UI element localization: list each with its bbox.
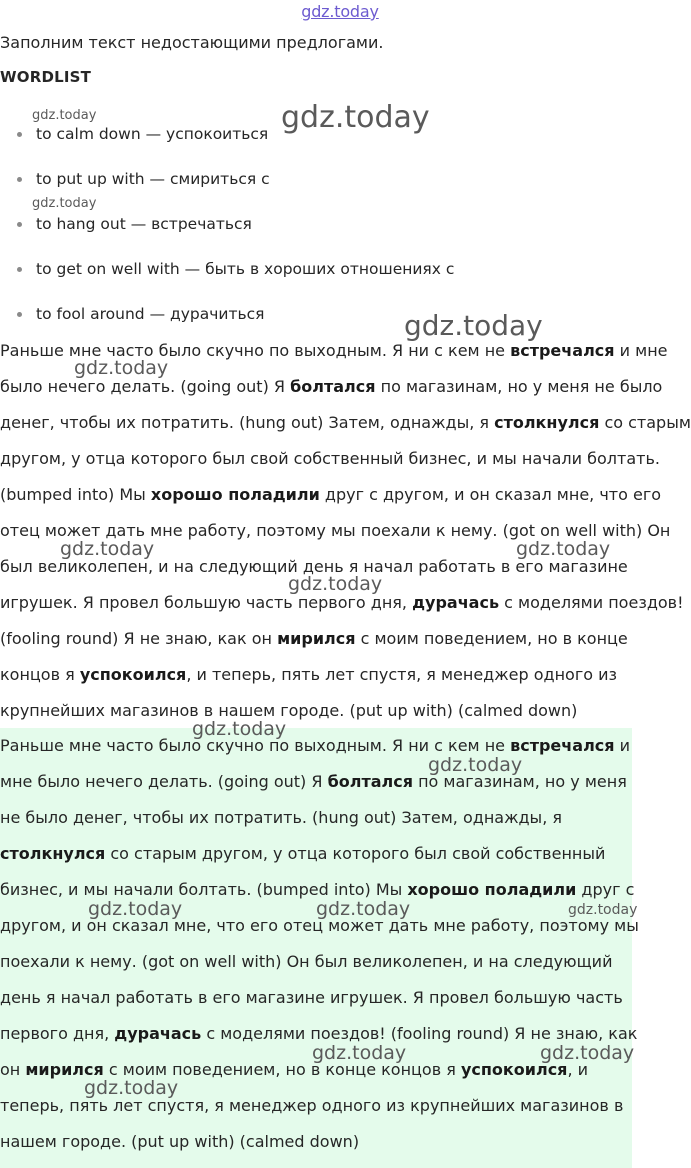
text-run: и мне: [614, 341, 668, 360]
paragraph-line: [0, 333, 680, 369]
inserted-phrase: дурачась: [412, 593, 500, 612]
bullet-icon: [17, 132, 22, 137]
site-logo-link[interactable]: gdz.today: [301, 2, 379, 21]
text-run: (bumped into) Мы: [0, 485, 151, 504]
text-run: день я начал работать в его магазине игрушек. Я провел большую часть: [0, 988, 623, 1007]
text-run: (fooling round) Я не знаю, как он: [0, 629, 278, 648]
inserted-phrase: болтался: [327, 772, 413, 791]
inserted-phrase: встречался: [510, 341, 615, 360]
inserted-phrase: встречался: [510, 736, 615, 755]
text-run: не было денег, чтобы их потратить. (hung out) Затем, однажды, я: [0, 808, 562, 827]
text-run: нашем городе. (put up with) (calmed down): [0, 1132, 360, 1151]
text-run: теперь, пять лет спустя, я менеджер одного из крупнейших магазинов в: [0, 1096, 624, 1115]
inserted-phrase: дурачась: [114, 1024, 202, 1043]
text-run: мне было нечего делать. (going out) Я: [0, 772, 328, 791]
inserted-phrase: мирился: [277, 629, 356, 648]
text-run: бизнес, и мы начали болтать. (bumped into) Мы: [0, 880, 408, 899]
paragraph-line: [0, 369, 680, 405]
text-run: друг с другом, и он сказал мне, что его: [319, 485, 662, 504]
text-run: Раньше мне часто было скучно по выходным. Я ни с кем не: [0, 341, 511, 360]
text-run: со старым другом, у отца которого был свой собственный: [105, 844, 606, 863]
text-run: , и теперь, пять лет спустя, я менеджер одного из: [186, 665, 618, 684]
text-run: другом, у отца которого был свой собственный бизнес, и мы начали болтать.: [0, 449, 660, 468]
paragraph-line: [0, 405, 691, 441]
task-instruction: Заполним текст недостающими предлогами.: [0, 33, 384, 52]
text-run: первого дня,: [0, 1024, 115, 1043]
inserted-phrase: хорошо поладили: [407, 880, 577, 899]
text-run: с моим поведением, но в конце: [355, 629, 628, 648]
watermark: gdz.today: [288, 573, 383, 595]
text-run: крупнейших магазинов в нашем городе. (put up with) (calmed down): [0, 701, 578, 720]
paragraph-line: [0, 1016, 638, 1052]
watermark: gdz.today: [84, 1077, 179, 1099]
bullet-icon: [17, 177, 22, 182]
paragraph-line: [0, 585, 684, 621]
text-run: и: [614, 736, 631, 755]
bullet-icon: [17, 222, 22, 227]
text-run: с моделями поездов! (fooling round) Я не знаю, как: [201, 1024, 638, 1043]
watermark: gdz.today: [428, 754, 523, 776]
paragraph-line: [0, 800, 632, 836]
watermark: gdz.today: [316, 898, 411, 920]
text-run: денег, чтобы их потратить. (hung out) Затем, однажды, я: [0, 413, 495, 432]
paragraph-line: [0, 693, 680, 729]
text-run: концов я: [0, 665, 80, 684]
paragraph-line: [0, 728, 632, 764]
text-run: отец может дать мне работу, поэтому мы поехали к нему. (got on well with) Он: [0, 521, 671, 540]
paragraph-line: [0, 764, 632, 800]
text-run: Раньше мне часто было скучно по выходным. Я ни с кем не: [0, 736, 511, 755]
paragraph-line: [0, 657, 680, 693]
watermark: gdz.today: [516, 538, 611, 560]
text-run: , и: [567, 1060, 589, 1079]
inserted-phrase: успокоился: [79, 665, 187, 684]
text-run: со старым: [599, 413, 691, 432]
paragraph-line: [0, 1052, 632, 1088]
paragraph-line: [0, 513, 680, 549]
bullet-icon: [17, 267, 22, 272]
text-run: по магазинам, но у меня: [413, 772, 627, 791]
watermark: gdz.today: [32, 196, 97, 211]
bullet-icon: [17, 312, 22, 317]
watermark: gdz.today: [540, 1042, 635, 1064]
paragraph-line: [0, 621, 680, 657]
wordlist-heading: WORDLIST: [0, 68, 92, 86]
text-run: поехали к нему. (got on well with) Он был великолепен, и на следующий: [0, 952, 613, 971]
watermark: gdz.today: [192, 718, 287, 740]
inserted-phrase: успокоился: [460, 1060, 568, 1079]
text-run: игрушек. Я провел большую часть первого дня,: [0, 593, 413, 612]
paragraph-line: [0, 908, 639, 944]
text-run: было нечего делать. (going out) Я: [0, 377, 291, 396]
text-run: другом, и он сказал мне, что его отец может дать мне работу, поэтому мы: [0, 916, 639, 935]
inserted-phrase: хорошо поладили: [150, 485, 320, 504]
watermark: gdz.today: [281, 100, 430, 135]
watermark: gdz.today: [32, 108, 97, 123]
inserted-phrase: столкнулся: [494, 413, 600, 432]
watermark: gdz.today: [568, 902, 638, 918]
watermark: gdz.today: [88, 898, 183, 920]
story-paragraph: [0, 333, 691, 729]
text-run: по магазинам, но у меня не было: [375, 377, 663, 396]
paragraph-line: [0, 441, 680, 477]
text-run: был великолепен, и на следующий день я начал работать в его магазине: [0, 557, 628, 576]
watermark: gdz.today: [74, 357, 169, 379]
inserted-phrase: болтался: [290, 377, 376, 396]
text-run: друг с: [576, 880, 635, 899]
answer-highlighted-paragraph: [0, 728, 639, 1168]
text-run: с моим поведением, но в конце концов я: [103, 1060, 461, 1079]
paragraph-line: [0, 980, 632, 1016]
watermark: gdz.today: [312, 1042, 407, 1064]
inserted-phrase: столкнулся: [0, 844, 106, 863]
paragraph-line: [0, 549, 680, 585]
paragraph-line: [0, 836, 632, 872]
paragraph-line: [0, 477, 680, 513]
paragraph-line: [0, 1088, 632, 1124]
watermark: gdz.today: [60, 538, 155, 560]
inserted-phrase: мирился: [25, 1060, 104, 1079]
paragraph-line: [0, 1124, 632, 1160]
text-run: он: [0, 1060, 26, 1079]
text-run: с моделями поездов!: [499, 593, 684, 612]
watermark: gdz.today: [404, 309, 543, 342]
paragraph-line: [0, 872, 635, 908]
paragraph-line: [0, 944, 632, 980]
